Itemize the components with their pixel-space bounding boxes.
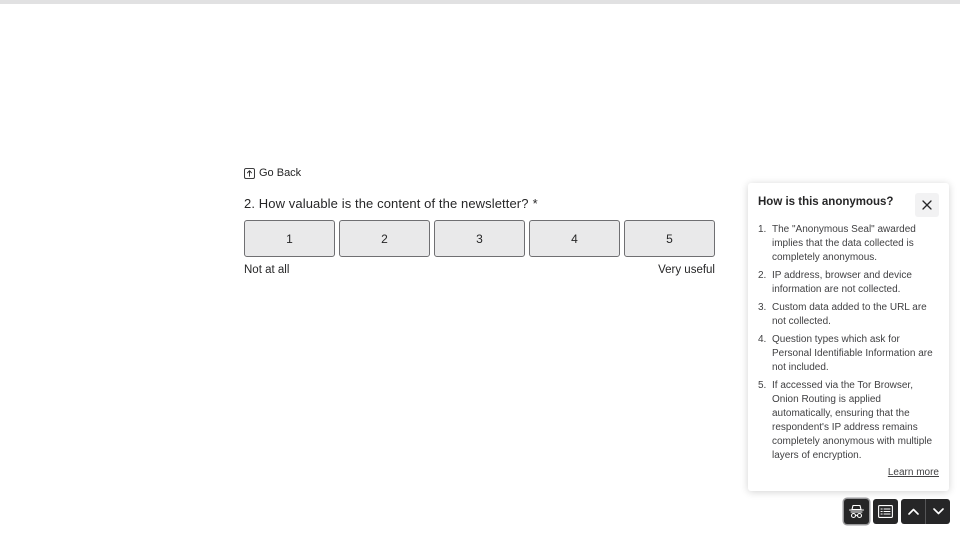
question-text: 2. How valuable is the content of the newsletter? [244, 196, 529, 211]
popup-close-button[interactable] [915, 193, 939, 217]
arrow-up-box-icon [244, 168, 255, 179]
scale-high-label: Very useful [658, 264, 715, 276]
close-icon [922, 200, 932, 210]
question-list-button[interactable] [873, 499, 898, 524]
list-item-text: If accessed via the Tor Browser, Onion Routing is applied automatically, ensuring that the respondent's IP address remains completely anonymous with multiple layers of encryption. [772, 380, 933, 461]
next-question-button[interactable] [926, 499, 950, 524]
go-back-button[interactable] [244, 167, 301, 179]
rating-option-2[interactable]: 2 [339, 220, 430, 257]
list-item-number: 2. [758, 270, 767, 281]
list-item [758, 223, 940, 265]
anonymous-seal-button[interactable] [844, 499, 869, 524]
popup-title: How is this anonymous? [758, 196, 894, 208]
list-item-number: 3. [758, 302, 767, 313]
anonymous-seal-icon [848, 504, 865, 519]
question-list-icon [878, 505, 893, 518]
list-item [758, 333, 940, 375]
chevron-down-icon [933, 508, 944, 515]
rating-option-3[interactable]: 3 [434, 220, 525, 257]
question-navigation [901, 499, 950, 524]
progress-bar [0, 0, 960, 4]
scale-low-label: Not at all [244, 264, 290, 276]
required-marker: * [532, 196, 538, 211]
list-item [758, 301, 940, 329]
list-item-text: IP address, browser and device information are not collected. [772, 270, 912, 295]
list-item-text: The "Anonymous Seal" awarded implies that the data collected is completely anonymous. [772, 224, 916, 263]
list-item-number: 1. [758, 224, 767, 235]
rating-option-5[interactable]: 5 [624, 220, 715, 257]
anonymous-info-popup [748, 183, 949, 491]
previous-question-button[interactable] [901, 499, 925, 524]
list-item [758, 269, 940, 297]
list-item-text: Custom data added to the URL are not collected. [772, 302, 927, 327]
rating-option-4[interactable]: 4 [529, 220, 620, 257]
anonymity-reasons-list [758, 223, 940, 467]
question-title [244, 196, 538, 211]
go-back-label: Go Back [259, 167, 302, 179]
rating-option-1[interactable]: 1 [244, 220, 335, 257]
list-item-number: 5. [758, 380, 767, 391]
list-item-number: 4. [758, 334, 767, 345]
rating-scale [244, 220, 715, 257]
list-item [758, 379, 940, 463]
learn-more-link[interactable]: Learn more [887, 467, 939, 478]
chevron-up-icon [908, 508, 919, 515]
list-item-text: Question types which ask for Personal Identifiable Information are not included. [772, 334, 933, 373]
